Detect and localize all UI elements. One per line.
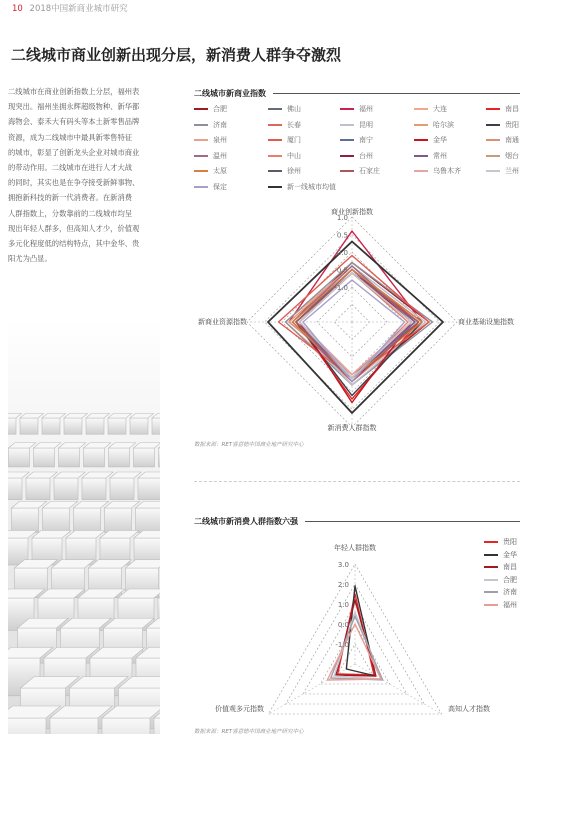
glass-cube [20, 418, 38, 434]
glass-cube [8, 718, 46, 734]
chart1-source: 数据来源：RET睿意德中国商业地产研究中心 [194, 442, 304, 448]
legend-label: 中山 [287, 151, 301, 160]
chart2-title: 二线城市新消费人群指数六强 [194, 517, 298, 526]
chart1-legend-item [486, 166, 519, 176]
glass-cube [43, 508, 70, 532]
glass-cube [8, 418, 16, 434]
chart1-title-rule [273, 93, 520, 94]
legend-label: 长春 [287, 120, 301, 129]
legend-label: 泉州 [213, 136, 227, 145]
chart1-legend-item [486, 151, 519, 161]
legend-swatch [414, 155, 428, 157]
legend-label: 兰州 [505, 167, 519, 176]
glass-cube [82, 478, 106, 500]
chart1-legend-item [340, 151, 373, 161]
radar-tick-label: 0.0 [337, 621, 349, 629]
legend-label: 台州 [359, 151, 373, 160]
publication-title: 2018中国新商业城市研究 [29, 4, 128, 14]
legend-label: 贵阳 [505, 120, 519, 129]
chart1-legend-item [414, 135, 447, 145]
radar-series-兰州 [300, 273, 412, 378]
legend-swatch [414, 108, 428, 110]
glass-cube [138, 478, 160, 500]
intro-line: 的城市，彰显了创新龙头企业对城市商业 [8, 147, 140, 157]
page-header [12, 2, 128, 14]
radar-series-泉州 [300, 273, 412, 382]
chart1-legend-item [268, 182, 336, 192]
legend-label: 石家庄 [359, 167, 380, 176]
chart2-source: 数据来源：RET睿意德中国商业地产研究中心 [194, 729, 304, 735]
legend-swatch [414, 139, 428, 141]
chart1-legend-item [194, 135, 227, 145]
chart1-legend-item [414, 120, 454, 130]
glass-cube [159, 448, 161, 467]
chart2-radar [190, 536, 510, 716]
glass-cube [74, 508, 101, 532]
radar-axis-label: 新商业资源指数 [198, 318, 247, 326]
radar-series-佛山 [296, 273, 419, 375]
legend-label: 常州 [433, 151, 447, 160]
radar-axis-label: 年轻人群指数 [334, 544, 376, 552]
legend-swatch [486, 155, 500, 157]
radar-tick-label: -0.5 [334, 266, 348, 275]
chart1-legend-item [268, 166, 301, 176]
glass-cube [109, 448, 130, 467]
chart1-legend-item [486, 104, 519, 114]
intro-line: 现出年轻人群多，但高知人才少，价值观 [8, 223, 140, 233]
legend-swatch [340, 139, 354, 141]
section-divider [194, 481, 520, 482]
intro-line: 二线城市在商业创新指数上分层，福州表 [8, 87, 140, 96]
legend-label: 保定 [213, 183, 227, 191]
legend-swatch [194, 139, 208, 141]
legend-label: 南宁 [359, 136, 373, 145]
glass-cube [34, 448, 55, 467]
radar-tick-label: 0.5 [336, 231, 348, 240]
glass-cube [152, 418, 160, 434]
intro-line: 海物会、泰禾大有码头等本土新零售品牌 [8, 117, 140, 127]
legend-label: 南通 [505, 136, 519, 145]
glass-cube [130, 418, 148, 434]
legend-swatch [194, 186, 208, 188]
radar-series-温州 [293, 266, 416, 382]
glass-cube [8, 478, 22, 500]
chart1-legend-item [340, 166, 380, 176]
legend-swatch [194, 124, 208, 126]
legend-swatch [340, 155, 354, 157]
intro-text [8, 84, 160, 266]
legend-label: 合肥 [503, 575, 517, 584]
page-number: 10 [12, 4, 23, 14]
glass-cube [108, 418, 126, 434]
legend-label: 南昌 [505, 105, 519, 113]
page-title: 二线城市商业创新出现分层，新消费人群争夺激烈 [11, 46, 342, 64]
glass-cube [105, 508, 132, 532]
legend-swatch [194, 108, 208, 110]
glass-cube [50, 718, 98, 734]
legend-label: 昆明 [359, 120, 373, 129]
chart1-legend-item [268, 104, 301, 114]
legend-swatch [340, 170, 354, 172]
legend-swatch [194, 155, 208, 157]
chart1-legend-item [268, 120, 301, 130]
legend-swatch [486, 108, 500, 110]
radar-tick-label: 3.0 [337, 561, 349, 569]
intro-line: 的同时，其实也是在争夺接受新鲜事物、 [8, 178, 140, 188]
radar-series-南通 [300, 273, 416, 378]
chart1-legend-item [268, 151, 301, 161]
intro-line: 拥抱新科技的新一代消费者。在新消费 [8, 193, 133, 203]
legend-swatch [486, 139, 500, 141]
legend-swatch [268, 170, 282, 172]
intro-line: 多元化程度低的结构特点，其中金华、贵 [8, 239, 140, 249]
legend-swatch [194, 170, 208, 172]
glass-cube [42, 418, 60, 434]
chart1-legend-item [194, 104, 227, 114]
chart1-legend-item [194, 151, 227, 161]
legend-swatch [268, 124, 282, 126]
chart1-legend-item [414, 151, 447, 161]
intro-line: 现突出。福州坐拥永辉超级物种、新华都 [8, 102, 140, 112]
intro-line: 的带动作用。二线城市在进行人才大战 [8, 163, 133, 173]
legend-label: 福州 [503, 600, 517, 609]
glass-cube [102, 718, 150, 734]
legend-label: 福州 [359, 105, 373, 113]
glass-cube [9, 448, 30, 467]
legend-label: 合肥 [213, 105, 227, 113]
radar-tick-label: 1.0 [336, 214, 348, 222]
radar-series-长春 [293, 270, 416, 379]
chart1-legend-item [340, 104, 373, 114]
chart1-legend-item [414, 104, 447, 114]
legend-swatch [414, 170, 428, 172]
legend-swatch [268, 108, 282, 110]
glass-cube [154, 718, 160, 734]
radar-axis-label: 价值观多元指数 [215, 705, 264, 713]
radar-axis-label: 商业基础设施指数 [458, 318, 514, 326]
intro-line: 阳尤为凸显。 [8, 254, 52, 264]
glass-cubes-image [8, 318, 160, 734]
chart1-legend-item [194, 166, 227, 176]
legend-label: 厦门 [287, 136, 301, 145]
legend-swatch [414, 124, 428, 126]
glass-cube [110, 478, 134, 500]
glass-cube [26, 478, 50, 500]
radar-tick-label: 1.0 [337, 601, 349, 609]
legend-label: 佛山 [287, 105, 301, 113]
legend-label: 大连 [433, 105, 447, 113]
legend-label: 烟台 [505, 151, 519, 160]
radar-axis-label: 新消费人群指数 [327, 424, 377, 432]
legend-label: 乌鲁木齐 [433, 167, 461, 176]
chart1-radar [190, 200, 530, 440]
legend-label: 太原 [213, 167, 227, 176]
legend-swatch [486, 170, 500, 172]
glass-cube [134, 448, 155, 467]
glass-cube [12, 508, 39, 532]
intro-line: 资源，成为二线城市中最具新零售特征 [8, 132, 133, 142]
chart1-legend-item [268, 135, 301, 145]
chart2-title-rule [305, 521, 520, 522]
intro-line: 人群指数上，分数靠前的二线城市均呈 [8, 208, 133, 218]
radar-axis-label: 商业创新指数 [331, 208, 373, 216]
chart1-legend-item [194, 120, 227, 130]
legend-label: 南昌 [503, 563, 517, 572]
chart1-legend-item [340, 120, 373, 130]
radar-axis-label: 高知人才指数 [448, 705, 490, 713]
legend-label: 金华 [503, 550, 517, 559]
chart1-legend-item [486, 120, 519, 130]
radar-series-昆明 [293, 266, 426, 385]
legend-label: 济南 [503, 588, 517, 597]
glass-cube [136, 508, 161, 532]
radar-tick-label: 2.0 [337, 581, 349, 589]
chart1-legend-item [340, 135, 373, 145]
legend-label: 徐州 [287, 167, 301, 176]
radar-tick-label: 0.0 [336, 249, 348, 257]
legend-swatch [268, 155, 282, 157]
legend-swatch [340, 124, 354, 126]
chart1-legend-item [486, 135, 519, 145]
legend-label: 新一线城市均值 [287, 183, 336, 191]
legend-swatch [486, 124, 500, 126]
glass-cube [84, 448, 105, 467]
legend-label: 贵阳 [503, 538, 517, 546]
radar-tick-label: -1.0 [334, 284, 348, 292]
radar-series-徐州 [300, 273, 412, 378]
legend-swatch [268, 139, 282, 141]
legend-label: 哈尔滨 [433, 120, 454, 129]
legend-label: 金华 [433, 136, 447, 145]
glass-cube [64, 418, 82, 434]
legend-label: 济南 [213, 120, 227, 129]
radar-spoke [355, 664, 442, 714]
chart1-legend-item [194, 182, 227, 192]
glass-cube [59, 448, 80, 467]
glass-cube [54, 478, 78, 500]
legend-label: 温州 [213, 151, 227, 160]
legend-swatch [268, 186, 282, 188]
chart1-legend-item [414, 166, 461, 176]
radar-spoke [268, 664, 355, 714]
legend-swatch [340, 108, 354, 110]
glass-cube [86, 418, 104, 434]
radar-tick-label: -1.0 [335, 641, 349, 649]
chart1-title: 二线城市新商业指数 [194, 89, 266, 98]
